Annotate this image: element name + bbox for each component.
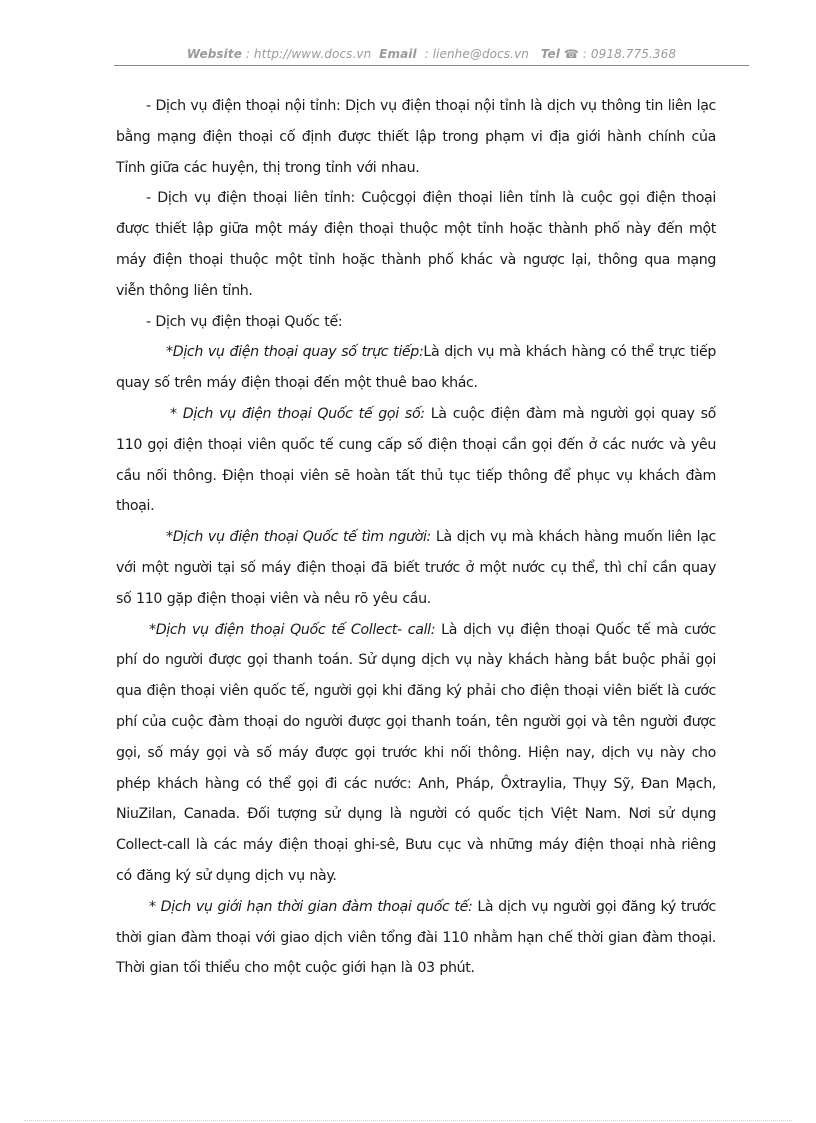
paragraph (116, 892, 716, 984)
paragraph (116, 522, 716, 614)
tel-value: ☎ : 0918.775.368 (563, 47, 677, 61)
paragraph (116, 399, 716, 522)
paragraph (116, 91, 716, 183)
document-body (116, 91, 716, 984)
paragraph-text: - Dịch vụ điện thoại Quốc tế: (146, 313, 343, 330)
paragraph-text: Là dịch vụ mà khách hàng muốn liên lạc với một người tại số máy điện thoại đã biết trước ở một nước cụ thể, thì chỉ cần quay số 110 gặp điện thoại viên và nêu rõ yêu cầu. (116, 529, 716, 607)
footer-divider (24, 1120, 792, 1121)
paragraph-text: Là dịch vụ người gọi đăng ký trước thời gian đàm thoại với giao dịch viên tổng đài 110 nhằm hạn chế thời gian đàm thoại. Thời gian tối thiểu cho một cuộc giới hạn là 03 phút. (116, 898, 716, 977)
paragraph-text: Là dịch vụ điện thoại Quốc tế mà cước phí do người được gọi thanh toán. Sử dụng dịch vụ này khách hàng bắt buộc phải gọi qua điện thoại viên quốc tế, người gọi khi đăng ký phải cho điện thoại viên biết là cước phí của cuộc đàm thoại do người được gọi thanh toán, tên người gọi và tên người được gọi, số máy gọi và số máy được gọi trước khi nối thông. Hiện nay, dịch vụ này cho phép khách hàng có thể gọi đi các nước: Anh, Pháp, Ôxtraylia, Thụy Sỹ, Đan Mạch, NiuZilan, Canada. Đối tượng sử dụng là người có quốc tịch Việt Nam. Nơi sử dụng Collect-call là các máy điện thoại ghi-sê, Bưu cục và những máy điện thoại nhà riêng có đăng ký sử dụng dịch vụ này. (116, 621, 716, 884)
tel-label: Tel (540, 47, 560, 61)
paragraph-text: Là dịch vụ mà khách hàng có thể trực tiếp quay số trên máy điện thoại đến một thuê bao khác. (116, 344, 716, 392)
paragraph-lead: * Dịch vụ điện thoại Quốc tế gọi số: (170, 405, 425, 422)
paragraph (116, 307, 716, 338)
paragraph-text: - Dịch vụ điện thoại nội tỉnh: Dịch vụ điện thoại nội tỉnh là dịch vụ thông tin liên lạc bằng mạng điện thoại cố định được thiết lập trong phạm vi địa giới hành chính của Tỉnh giữa các huyện, thị trong tỉnh với nhau. (116, 98, 716, 176)
paragraph-text: Là cuộc điện đàm mà người gọi quay số 110 gọi điện thoại viên quốc tế cung cấp số điện thoại cần gọi đến ở các nước và yêu cầu nối thông. Điện thoại viên sẽ hoàn tất thủ tục tiếp thông để phục vụ khách đàm thoại. (116, 405, 716, 515)
email-label: Email (379, 47, 417, 61)
page-header (114, 47, 749, 61)
paragraph-text: - Dịch vụ điện thoại liên tỉnh: Cuộcgọi điện thoại liên tỉnh là cuộc gọi điện thoại được thiết lập giữa một máy điện thoại thuộc một tỉnh hoặc thành phố này đến một máy điện thoại thuộc một tỉnh hoặc thành phố khác và ngược lại, thông qua mạng viễn thông liên tỉnh. (116, 190, 716, 299)
paragraph-lead: * Dịch vụ giới hạn thời gian đàm thoại quốc tế: (149, 898, 473, 915)
website-label: Website (186, 47, 242, 61)
email-value: : lienhe@docs.vn (424, 47, 529, 61)
website-value: : http://www.docs.vn (245, 47, 372, 61)
paragraph-lead: *Dịch vụ điện thoại Quốc tế Collect- call: (149, 621, 436, 638)
paragraph (116, 183, 716, 306)
paragraph (116, 337, 716, 399)
header-divider (114, 65, 749, 66)
paragraph (116, 615, 716, 892)
paragraph-lead: *Dịch vụ điện thoại quay số trực tiếp: (166, 344, 424, 361)
paragraph-lead: *Dịch vụ điện thoại Quốc tế tìm người: (166, 529, 431, 546)
